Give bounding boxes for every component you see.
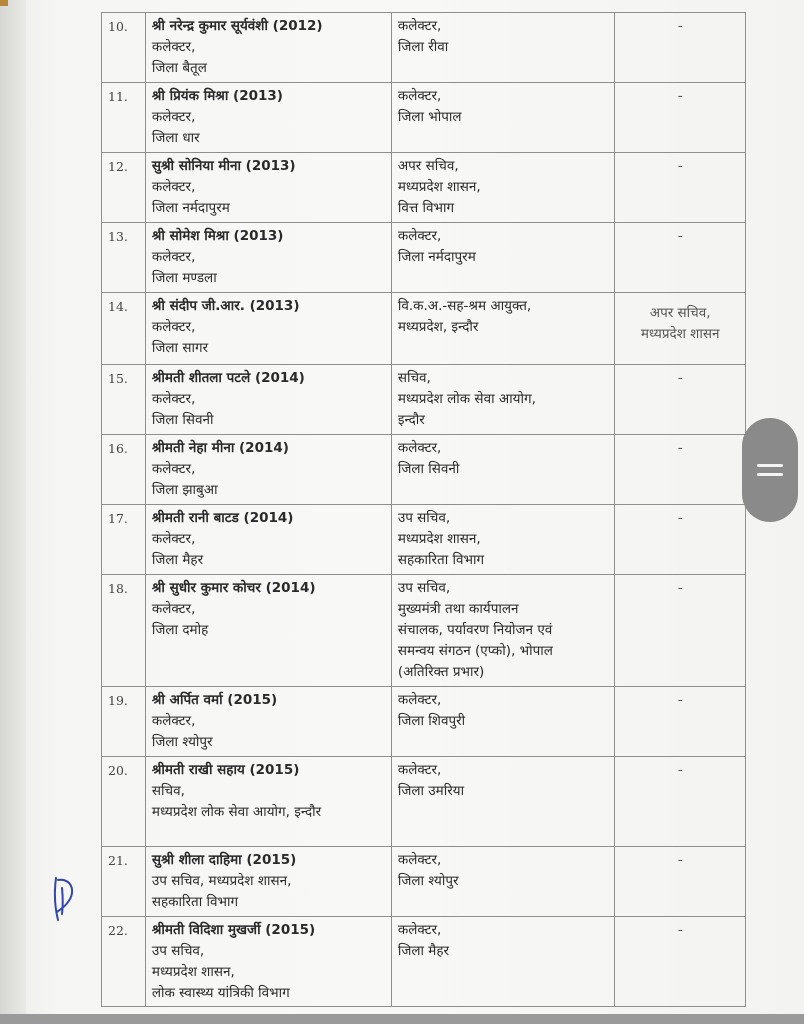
serial-number: 14.: [102, 293, 146, 365]
table-row: [102, 365, 746, 435]
current-post-line: कलेक्टर,: [151, 531, 196, 547]
serial-number: 10.: [102, 13, 146, 83]
new-post-line: उप सचिव,: [397, 580, 451, 596]
table-row: [102, 505, 746, 575]
new-post-cell: [391, 293, 615, 365]
new-post-cell: [391, 847, 615, 917]
additional-charge-cell: [615, 757, 746, 847]
additional-charge-cell: [615, 223, 746, 293]
additional-charge-cell: [615, 153, 746, 223]
current-post-line: कलेक्टर,: [151, 391, 196, 407]
officer-name: श्री प्रियंक मिश्रा (2013): [151, 88, 283, 104]
table-row: [102, 435, 746, 505]
current-post-line: कलेक्टर,: [151, 179, 196, 195]
new-post-line: कलेक्टर,: [397, 228, 442, 244]
current-post-line: कलेक्टर,: [151, 713, 196, 729]
current-post-line: जिला सिवनी: [151, 412, 214, 428]
new-post-line: मध्यप्रदेश, इन्दौर: [397, 319, 479, 335]
current-post-line: उप सचिव, मध्यप्रदेश शासन,: [151, 873, 292, 889]
additional-charge-cell: [615, 847, 746, 917]
officer-name: सुश्री सोनिया मीना (2013): [151, 158, 296, 174]
new-post-line: उप सचिव,: [397, 510, 451, 526]
new-post-cell: [391, 917, 615, 1007]
officer-cell: [145, 365, 391, 435]
scroll-handle[interactable]: [742, 418, 798, 522]
serial-number: 16.: [102, 435, 146, 505]
current-post-line: जिला मण्डला: [151, 270, 217, 286]
additional-charge-cell: [615, 293, 746, 365]
new-post-line: कलेक्टर,: [397, 852, 442, 868]
current-post-line: जिला दमोह: [151, 622, 209, 638]
table-row: [102, 917, 746, 1007]
additional-charge-line: -: [677, 692, 683, 708]
additional-charge-line: -: [677, 228, 683, 244]
additional-charge-line: -: [677, 510, 683, 526]
officer-name: श्री सोमेश मिश्रा (2013): [151, 228, 284, 244]
new-post-line: वित्त विभाग: [397, 200, 455, 216]
corner-mark: [0, 0, 8, 6]
new-post-line: मध्यप्रदेश शासन,: [397, 179, 481, 195]
page-left-edge: [0, 0, 26, 1024]
new-post-line: जिला सिवनी: [397, 461, 460, 477]
current-post-line: जिला धार: [151, 130, 200, 146]
bottom-bar: [0, 1014, 804, 1024]
serial-number: 21.: [102, 847, 146, 917]
current-post-line: मध्यप्रदेश शासन,: [151, 964, 235, 980]
serial-number: 12.: [102, 153, 146, 223]
officer-cell: [145, 293, 391, 365]
officer-name: श्री सुधीर कुमार कोचर (2014): [151, 580, 316, 596]
new-post-cell: [391, 83, 615, 153]
officer-name: श्रीमती राखी सहाय (2015): [151, 762, 300, 778]
officer-cell: [145, 83, 391, 153]
new-post-cell: [391, 435, 615, 505]
new-post-line: मध्यप्रदेश शासन,: [397, 531, 481, 547]
new-post-cell: [391, 757, 615, 847]
additional-charge-cell: [615, 917, 746, 1007]
current-post-line: सचिव,: [151, 783, 185, 799]
additional-charge-cell: [615, 687, 746, 757]
additional-charge-line: मध्यप्रदेश शासन: [640, 326, 720, 342]
table-row: [102, 83, 746, 153]
additional-charge-line: -: [677, 18, 683, 34]
grip-line-icon: [757, 464, 783, 467]
new-post-line: कलेक्टर,: [397, 440, 442, 456]
table-row: [102, 687, 746, 757]
serial-number: 18.: [102, 575, 146, 687]
new-post-cell: [391, 505, 615, 575]
new-post-line: कलेक्टर,: [397, 922, 442, 938]
current-post-line: उप सचिव,: [151, 943, 205, 959]
additional-charge-line: -: [677, 922, 683, 938]
additional-charge-line: -: [677, 158, 683, 174]
new-post-cell: [391, 13, 615, 83]
posting-table: [101, 12, 746, 1007]
serial-number: 15.: [102, 365, 146, 435]
officer-name: श्रीमती शीतला पटले (2014): [151, 370, 305, 386]
additional-charge-line: -: [677, 440, 683, 456]
current-post-line: कलेक्टर,: [151, 601, 196, 617]
new-post-line: जिला रीवा: [397, 39, 449, 55]
current-post-line: कलेक्टर,: [151, 109, 196, 125]
table-row: [102, 847, 746, 917]
new-post-line: मुख्यमंत्री तथा कार्यपालन: [397, 601, 519, 617]
officer-cell: [145, 13, 391, 83]
new-post-line: जिला मैहर: [397, 943, 450, 959]
new-post-line: (अतिरिक्त प्रभार): [397, 664, 485, 680]
officer-cell: [145, 223, 391, 293]
current-post-line: कलेक्टर,: [151, 319, 196, 335]
additional-charge-line: अपर सचिव,: [649, 305, 711, 321]
officer-name: श्री संदीप जी.आर. (2013): [151, 298, 300, 314]
new-post-line: संचालक, पर्यावरण नियोजन एवं: [397, 622, 553, 638]
officer-cell: [145, 917, 391, 1007]
serial-number: 20.: [102, 757, 146, 847]
table-row: [102, 13, 746, 83]
officer-cell: [145, 687, 391, 757]
new-post-line: कलेक्टर,: [397, 762, 442, 778]
new-post-cell: [391, 365, 615, 435]
officer-name: श्रीमती विदिशा मुखर्जी (2015): [151, 922, 316, 938]
new-post-line: जिला श्योपुर: [397, 873, 459, 889]
additional-charge-cell: [615, 13, 746, 83]
new-post-line: सचिव,: [397, 370, 431, 386]
new-post-cell: [391, 687, 615, 757]
posting-table-body: [102, 13, 746, 1007]
additional-charge-line: -: [677, 852, 683, 868]
new-post-cell: [391, 575, 615, 687]
officer-name: सुश्री शीला दाहिमा (2015): [151, 852, 297, 868]
new-post-line: जिला नर्मदापुरम: [397, 249, 476, 265]
officer-cell: [145, 153, 391, 223]
new-post-line: कलेक्टर,: [397, 18, 442, 34]
officer-name: श्रीमती नेहा मीना (2014): [151, 440, 289, 456]
current-post-line: जिला सागर: [151, 340, 209, 356]
new-post-cell: [391, 223, 615, 293]
serial-number: 22.: [102, 917, 146, 1007]
officer-name: श्रीमती रानी बाटड (2014): [151, 510, 294, 526]
table-row: [102, 223, 746, 293]
serial-number: 11.: [102, 83, 146, 153]
table-row: [102, 575, 746, 687]
officer-name: श्री नरेन्द्र कुमार सूर्यवंशी (2012): [151, 18, 323, 34]
current-post-line: कलेक्टर,: [151, 249, 196, 265]
officer-cell: [145, 435, 391, 505]
additional-charge-line: -: [677, 88, 683, 104]
current-post-line: मध्यप्रदेश लोक सेवा आयोग, इन्दौर: [151, 804, 322, 820]
additional-charge-line: -: [677, 370, 683, 386]
table-row: [102, 757, 746, 847]
current-post-line: कलेक्टर,: [151, 39, 196, 55]
officer-cell: [145, 575, 391, 687]
additional-charge-cell: [615, 505, 746, 575]
officer-cell: [145, 847, 391, 917]
new-post-line: सहकारिता विभाग: [397, 552, 485, 568]
serial-number: 17.: [102, 505, 146, 575]
current-post-line: कलेक्टर,: [151, 461, 196, 477]
current-post-line: लोक स्वास्थ्य यांत्रिकी विभाग: [151, 985, 290, 1001]
new-post-line: इन्दौर: [397, 412, 425, 428]
grip-line-icon: [757, 473, 783, 476]
serial-number: 13.: [102, 223, 146, 293]
handwritten-initial: [50, 868, 80, 928]
table-row: [102, 293, 746, 365]
current-post-line: जिला श्योपुर: [151, 734, 213, 750]
current-post-line: जिला बैतूल: [151, 60, 207, 76]
current-post-line: जिला नर्मदापुरम: [151, 200, 230, 216]
officer-name: श्री अर्पित वर्मा (2015): [151, 692, 278, 708]
additional-charge-line: -: [677, 580, 683, 596]
new-post-line: मध्यप्रदेश लोक सेवा आयोग,: [397, 391, 536, 407]
officer-cell: [145, 757, 391, 847]
additional-charge-cell: [615, 83, 746, 153]
new-post-line: कलेक्टर,: [397, 692, 442, 708]
additional-charge-cell: [615, 575, 746, 687]
current-post-line: जिला झाबुआ: [151, 482, 218, 498]
new-post-line: समन्वय संगठन (एप्को), भोपाल: [397, 643, 553, 659]
new-post-line: जिला उमरिया: [397, 783, 465, 799]
table-row: [102, 153, 746, 223]
serial-number: 19.: [102, 687, 146, 757]
additional-charge-line: -: [677, 762, 683, 778]
new-post-line: जिला शिवपुरी: [397, 713, 466, 729]
new-post-line: वि.क.अ.-सह-श्रम आयुक्त,: [397, 298, 532, 314]
new-post-line: अपर सचिव,: [397, 158, 459, 174]
new-post-line: कलेक्टर,: [397, 88, 442, 104]
additional-charge-cell: [615, 365, 746, 435]
new-post-cell: [391, 153, 615, 223]
additional-charge-cell: [615, 435, 746, 505]
officer-cell: [145, 505, 391, 575]
current-post-line: सहकारिता विभाग: [151, 894, 239, 910]
current-post-line: जिला मैहर: [151, 552, 204, 568]
new-post-line: जिला भोपाल: [397, 109, 462, 125]
